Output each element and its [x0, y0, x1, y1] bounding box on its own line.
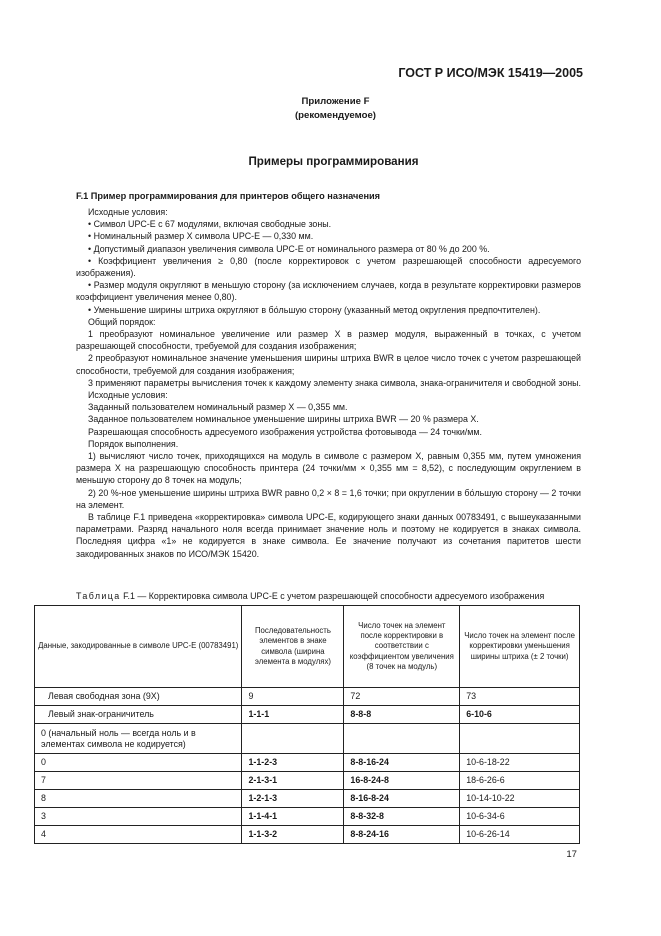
bullet-item: • Уменьшение ширины штриха округляют в бо́льшую сторону (указанный метод округления предпочтителен).: [88, 304, 541, 315]
bullet-item: • Размер модуля округляют в меньшую сторону (за исключением случаев, когда в результате корректировки размеров коэффициент увеличения менее 0,80).: [76, 280, 582, 303]
cell-sequence: [242, 724, 344, 754]
sequence-value: 1-1-1: [248, 709, 270, 719]
cell-dots-magnification: [344, 826, 460, 844]
table-row: [35, 772, 580, 790]
cell-sequence: [242, 772, 344, 790]
bullet-text: Допустимый диапазон увеличения символа UPC-E от номинального размера от 80 % до 200 %.: [93, 243, 490, 254]
given-condition: Заданный пользователем номинальный размер X — 0,355 мм.: [88, 402, 348, 413]
bullet-text: Номинальный размер X символа UPC-E — 0,330 мм.: [93, 231, 314, 242]
bullet-item: • Символ UPC-E с 67 модулями, включая свободные зоны.: [88, 219, 332, 230]
cell-data: Левая свободная зона (9X): [35, 688, 242, 706]
cell-sequence: [242, 754, 344, 772]
cell-data: Левый знак-ограничитель: [35, 706, 242, 724]
table-row: [35, 754, 580, 772]
bullet-item: • Коэффициент увеличения ≥ 0,80 (после корректировок с учетом разрешающей способности адресуемого изображения).: [76, 255, 582, 279]
procedure-step: 2 преобразуют номинальное значение уменьшения ширины штриха BWR в целое число точек с учетом разрешающей способности, требуемой для создания изображения;: [76, 353, 581, 376]
dots-bwr-value: 6-10-6: [466, 709, 492, 719]
cell-dots-magnification: [344, 724, 460, 754]
dots-mag-value: 8-8-8: [350, 709, 372, 719]
cell-data: 4: [35, 826, 242, 844]
cell-data: 0: [35, 754, 242, 772]
column-header-data: Данные, закодированные в символе UPC-E (00783491): [35, 606, 242, 688]
dots-mag-value: 8-8-32-8: [350, 811, 384, 821]
bullet-item: • Номинальный размер X символа UPC-E — 0,330 мм.: [88, 231, 314, 242]
page-title: Примеры программирования: [248, 155, 419, 168]
table-row: [35, 688, 580, 706]
cell-dots-magnification: 72: [344, 688, 460, 706]
cell-sequence: [242, 808, 344, 826]
table-header-row: [35, 606, 580, 688]
cell-dots-bwr: 18-6-26-6: [460, 772, 580, 790]
cell-dots-bwr: 73: [460, 688, 580, 706]
cell-data: 8: [35, 790, 242, 808]
table-caption: [76, 591, 544, 601]
cell-dots-bwr: [460, 724, 580, 754]
cell-dots-magnification: [344, 790, 460, 808]
correction-table: [34, 605, 580, 844]
standard-code: ГОСТ Р ИСО/МЭК 15419—2005: [398, 66, 583, 80]
table-row: [35, 790, 580, 808]
cell-dots-bwr: 10-14-10-22: [460, 790, 580, 808]
cell-dots-bwr: 10-6-26-14: [460, 826, 580, 844]
dots-mag-value: 8-8-24-16: [350, 829, 389, 839]
given-conditions-label: Исходные условия:: [88, 390, 168, 401]
sequence-value: 1-1-2-3: [248, 757, 278, 767]
bullet-text: Уменьшение ширины штриха округляют в бо́льшую сторону (указанный метод округления предпочтителен).: [93, 304, 541, 315]
given-condition: Заданное пользователем номинальное уменьшение ширины штриха BWR — 20 % размера X.: [88, 414, 479, 425]
bullet-text: Размер модуля округляют в меньшую сторону (за исключением случаев, когда в результате корректировки размеров коэффициент увеличения менее 0,80).: [76, 280, 582, 303]
cell-data: 3: [35, 808, 242, 826]
table-row: [35, 706, 580, 724]
bullet-text: Коэффициент увеличения ≥ 0,80 (после корректировок с учетом разрешающей способности адресуемого изображения).: [76, 255, 582, 279]
sequence-value: 1-1-4-1: [248, 811, 278, 821]
column-header-sequence: Последовательность элементов в знаке символа (ширина элемента в модулях): [242, 606, 344, 688]
cell-data: 0 (начальный ноль — всегда ноль и в элементах символа не кодируется): [35, 724, 242, 754]
cell-dots-magnification: [344, 808, 460, 826]
bullet-text: Символ UPC-E с 67 модулями, включая свободные зоны.: [93, 219, 332, 230]
general-procedure-label: Общий порядок:: [88, 316, 156, 327]
cell-data: 7: [35, 772, 242, 790]
bullet-item: • Допустимый диапазон увеличения символа UPC-E от номинального размера от 80 % до 200 %.: [88, 243, 490, 254]
table-row: [35, 724, 580, 754]
appendix-status: (рекомендуемое): [294, 110, 376, 121]
column-header-dots-bwr: Число точек на элемент после корректировки уменьшения ширины штриха (± 2 точки): [460, 606, 580, 688]
cell-dots-bwr: [460, 706, 580, 724]
appendix-name: Приложение F: [301, 96, 370, 107]
dots-mag-value: 16-8-24-8: [350, 775, 389, 785]
table-row: [35, 808, 580, 826]
execution-label: Порядок выполнения.: [88, 438, 179, 449]
table-caption-label: Таблица: [76, 591, 121, 601]
column-header-dots-magnification: Число точек на элемент после корректировки в соответствии с коэффициентом увеличения (8 точек на модуль): [344, 606, 460, 688]
sequence-value: 1-2-1-3: [248, 793, 278, 803]
cell-sequence: [242, 706, 344, 724]
dots-mag-value: 8-16-8-24: [350, 793, 389, 803]
cell-sequence: 9: [242, 688, 344, 706]
cell-sequence: [242, 826, 344, 844]
page-number: 17: [566, 849, 577, 860]
procedure-step: 3 применяют параметры вычисления точек к каждому элементу знака символа, знака-ограничителя и свободной зоны.: [88, 377, 582, 388]
execution-step: 2) 20 %-ное уменьшение ширины штриха BWR равно 0,2 × 8 = 1,6 точки; при округлении в бо́льшую сторону — 2 точки на элемент.: [76, 487, 581, 510]
given-condition: Разрешающая способность адресуемого изображения устройства фотовывода — 24 точки/мм.: [88, 426, 482, 437]
cell-dots-bwr: 10-6-34-6: [460, 808, 580, 826]
execution-step: 1) вычисляют число точек, приходящихся на модуль в символе с размером X, равным 0,355 мм, путем умножения размера X на разрешающую способность принтера (24 точки/мм × 0,355 мм = 8,52), с последующим округлением в меньшую сторону до 8 точек на модуль;: [76, 451, 581, 486]
dots-mag-value: 8-8-16-24: [350, 757, 389, 767]
cell-dots-magnification: [344, 772, 460, 790]
sequence-value: 1-1-3-2: [248, 829, 278, 839]
execution-note: В таблице F.1 приведена «корректировка» символа UPC-E, кодирующего знаки данных 00783491, с вышеуказанными параметрами. Разряд начального ноля всегда принимает значение ноль и поэтому не кодируется в знаках символа. Последняя цифра «1» не кодируется в знаке символа. Ее значение получают из сочетания паритетов шести закодированных знаков по ИСО/МЭК 15420.: [76, 512, 581, 559]
section-heading: F.1 Пример программирования для принтеров общего назначения: [76, 191, 381, 201]
cell-dots-bwr: 10-6-18-22: [460, 754, 580, 772]
appendix-heading: [0, 95, 661, 123]
cell-dots-magnification: [344, 754, 460, 772]
table-caption-text: F.1 — Корректировка символа UPC-E с учетом разрешающей способности адресуемого изображения: [123, 591, 545, 601]
procedure-step: 1 преобразуют номинальное увеличение или размер X в размер модуля, выраженный в точках, с учетом разрешающей способности, требуемой для создания изображения;: [76, 329, 581, 352]
body-text: [76, 206, 581, 560]
cell-sequence: [242, 790, 344, 808]
table-row: [35, 826, 580, 844]
sequence-value: 2-1-3-1: [248, 775, 278, 785]
cell-dots-magnification: [344, 706, 460, 724]
initial-conditions-label: Исходные условия:: [88, 207, 168, 217]
